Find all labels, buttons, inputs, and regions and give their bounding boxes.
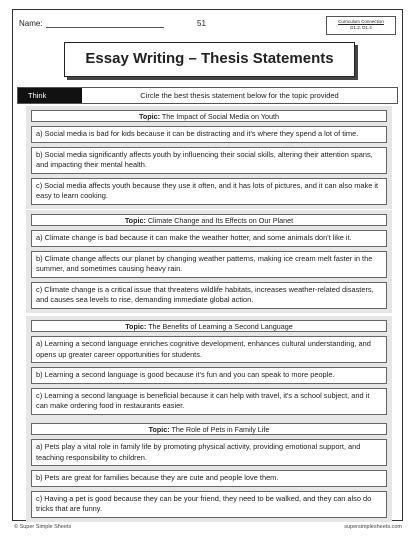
topic-text: The Role of Pets in Family Life bbox=[171, 425, 270, 434]
footer-website: supersimplesheets.com bbox=[344, 524, 402, 530]
topic-text: The Impact of Social Media on Youth bbox=[161, 112, 279, 121]
page-number: 51 bbox=[197, 19, 206, 28]
header bbox=[13, 10, 402, 36]
option-a[interactable]: a) Climate change is bad because it can make the weather hotter, and some animals don't like it. bbox=[31, 230, 387, 247]
option-c[interactable]: c) Having a pet is good because they can be your friend, they need to be walked, and they can also do tricks that are funny. bbox=[31, 491, 387, 518]
footer-copyright: © Super Simple Sheets bbox=[14, 524, 72, 530]
option-b[interactable]: b) Social media significantly affects youth by influencing their social skills, altering their attention spans, and impacting their mental health. bbox=[31, 147, 387, 174]
option-c[interactable]: c) Learning a second language is beneficial because it can help with travel, it's a school subject, and it can make ordering food in restaurants easier. bbox=[31, 388, 387, 415]
option-a[interactable]: a) Social media is bad for kids because it can be distracting and it's where they spend a lot of time. bbox=[31, 126, 387, 143]
topic-label: Topic: bbox=[148, 425, 170, 434]
topic-text: The Benefits of Learning a Second Language bbox=[148, 322, 293, 331]
option-b[interactable]: b) Learning a second language is good because it's fun and you can speak to more people. bbox=[31, 367, 387, 384]
topic-label: Topic: bbox=[139, 112, 161, 121]
topic-heading bbox=[31, 320, 387, 332]
option-a[interactable]: a) Learning a second language enriches cognitive development, enhances cultural understanding, and opens up greater career opportunities for students. bbox=[31, 336, 387, 363]
topic-section-climate-change bbox=[26, 210, 392, 313]
name-label: Name: bbox=[19, 19, 43, 28]
curriculum-codes: D1.2, D1.4 bbox=[350, 25, 372, 30]
topic-heading bbox=[31, 110, 387, 122]
worksheet-page bbox=[12, 9, 403, 521]
option-c[interactable]: c) Social media affects youth because they use it often, and it has lots of pictures, and it can also make it easy to learn cooking. bbox=[31, 178, 387, 205]
option-a[interactable]: a) Pets play a vital role in family life by promoting physical activity, providing emotional support, and teaching responsibility to children. bbox=[31, 439, 387, 466]
instruction-text: Circle the best thesis statement below for the topic provided bbox=[140, 91, 339, 100]
think-instruction-bar bbox=[17, 87, 398, 104]
page-title: Essay Writing – Thesis Statements bbox=[64, 42, 355, 77]
topic-text: Climate Change and Its Effects on Our Planet bbox=[147, 216, 294, 225]
option-b[interactable]: b) Pets are great for families because they are cute and people love them. bbox=[31, 470, 387, 487]
topic-label: Topic: bbox=[124, 216, 146, 225]
option-c[interactable]: c) Climate change is a critical issue that threatens wildlife habitats, increases weather-related disasters, and causes sea levels to rise, demanding immediate global action. bbox=[31, 282, 387, 309]
topic-label: Topic: bbox=[125, 322, 147, 331]
topic-section-social-media bbox=[26, 106, 392, 209]
topic-section-second-language bbox=[26, 316, 392, 419]
topic-section-pets bbox=[26, 419, 392, 522]
name-field-line[interactable] bbox=[46, 27, 164, 28]
option-b[interactable]: b) Climate change affects our planet by changing weather patterns, making ice cream melt faster in the summer, and sometimes causing heavy rain. bbox=[31, 251, 387, 278]
think-tab: Think bbox=[18, 88, 82, 103]
topic-heading bbox=[31, 423, 387, 435]
curriculum-title: Curriculum Connection bbox=[338, 19, 384, 24]
curriculum-connection-box bbox=[326, 16, 396, 35]
topic-heading bbox=[31, 214, 387, 226]
